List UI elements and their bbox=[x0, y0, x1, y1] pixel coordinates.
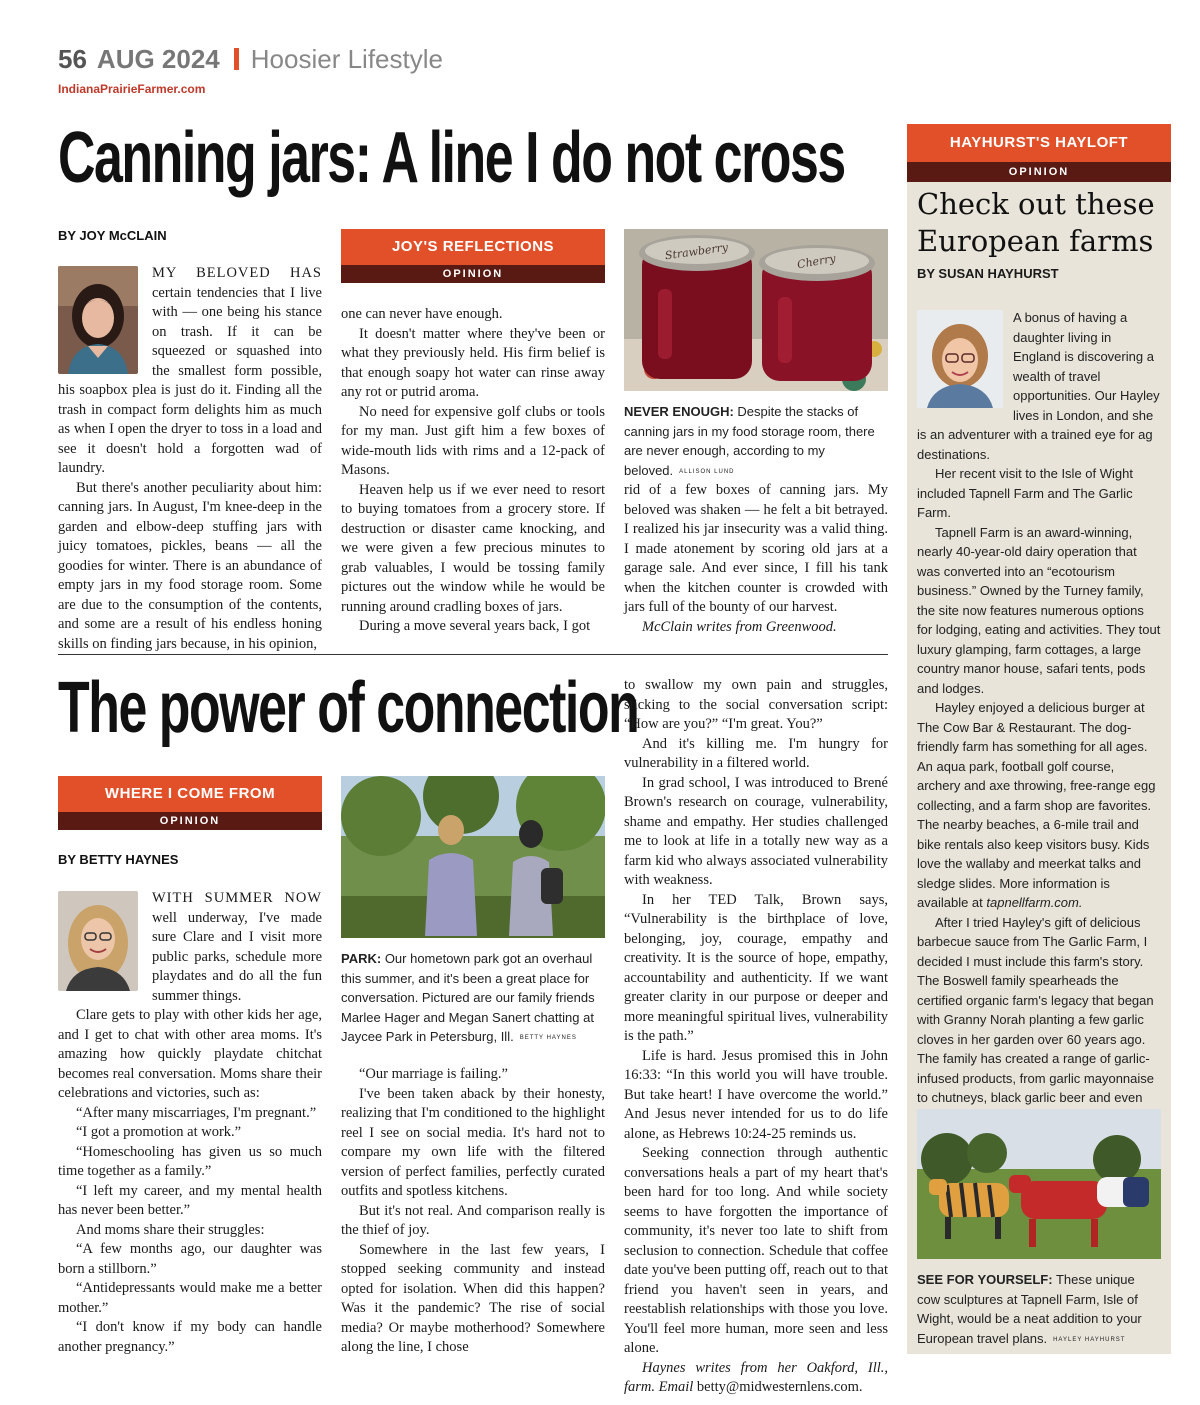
photo-credit: HAYLEY HAYHURST bbox=[1053, 1336, 1126, 1343]
cow-sculptures-caption bbox=[917, 1270, 1161, 1350]
article1-paragraph: No need for expensive golf clubs or tools for my man. Just gift him a few boxes of wide-mouth lids with rims and a 12-pack of Masons. bbox=[341, 403, 605, 478]
article2-lead-text: well underway, I've made sure Clare and I visit more public parks, schedule more playdates and do all the fun summer things. bbox=[152, 909, 322, 1004]
article1-paragraph: Heaven help us if we ever need to resort to buying tomatoes from a grocery store. If destruction or disaster came knocking, and we were given a few precious minutes to grab valuables, I would be tossing family pictures out the window while he would be running around cradling boxes of jars. bbox=[341, 481, 605, 615]
article2-paragraph: And moms share their struggles: bbox=[76, 1221, 265, 1238]
joys-reflections-banner bbox=[341, 229, 605, 283]
park-photo bbox=[341, 776, 605, 938]
article1-column-1 bbox=[58, 264, 322, 654]
caption-text: Despite the stacks of canning jars in my food storage room, there are never enough, according to my beloved. bbox=[624, 404, 875, 478]
author-email-link[interactable]: betty@midwesternlens.com. bbox=[693, 1379, 863, 1395]
article2-lead-caps: WITH SUMMER NOW bbox=[152, 890, 322, 906]
article1-byline: BY JOY McCLAIN bbox=[58, 228, 167, 243]
website-link[interactable]: IndianaPrairieFarmer.com bbox=[58, 82, 206, 96]
hayhurst-sidebar bbox=[907, 124, 1171, 1354]
article1-paragraph: It doesn't matter where they've been or what they previously held. His firm belief is that enough soapy hot water can rinse away any rot or putrid aroma. bbox=[341, 325, 605, 400]
photo-credit: BETTY HAYNES bbox=[519, 1035, 577, 1041]
sidebar-headline: Check out these European farms bbox=[917, 187, 1155, 258]
article2-column-3 bbox=[624, 676, 888, 1398]
article2-paragraph: “A few months ago, our daughter was born a stillborn.” bbox=[58, 1241, 322, 1277]
article2-paragraph: I've been taken aback by their honesty, realizing that I'm conditioned to the highlight reel I see on social media. It's hard not to compare my own life with the filtered version of perfect families, perfectly curated outfits and spotless kitchens. bbox=[341, 1085, 605, 1199]
article2-paragraph: And it's killing me. I'm hungry for vulnerability in a filtered world. bbox=[624, 735, 888, 771]
article2-byline: BY BETTY HAYNES bbox=[58, 852, 179, 867]
column-banner-label: OPINION bbox=[58, 812, 322, 830]
article2-paragraph: “After many miscarriages, I'm pregnant.” bbox=[76, 1104, 317, 1121]
article2-paragraph: But it's not real. And comparison really is the thief of joy. bbox=[341, 1202, 605, 1238]
sidebar-banner-title: HAYHURST'S HAYLOFT bbox=[907, 124, 1171, 162]
article2-paragraph: In grad school, I was introduced to Brené Brown's research on courage, vulnerability, shame and empathy. Her studies challenged me to look at life in a totally new way as a farm kid who always associated vulnerability with weakness. bbox=[624, 774, 888, 888]
page-number: 56 bbox=[58, 44, 87, 74]
issue-date: AUG 2024 bbox=[96, 44, 220, 74]
column-banner-label: OPINION bbox=[341, 265, 605, 283]
article2-paragraph: Life is hard. Jesus promised this in John 16:33: “In this world you will have trouble. But take heart! I have overcome the world.” And Jesus never intended for us to do life alone, as Hebrews 10:24-25 reminds us. bbox=[624, 1047, 888, 1142]
article2-paragraph: to swallow my own pain and struggles, sticking to the social conversation script: “How are you?” “I'm great. You?” bbox=[624, 677, 888, 732]
sidebar-body bbox=[917, 308, 1161, 1205]
article1-lead-text: certain tendencies that I live with — one being his stance on trash. If it can be squeezed or squashed into the smallest form possible, his soapbox plea is just do it. Finding all the trash in compact form delights him as much as when I open the dryer to toss in a load and see it doesn't hold a forgotten wad of laundry. bbox=[58, 284, 322, 476]
article1-paragraph: one can never have enough. bbox=[341, 306, 503, 322]
author-portrait-betty bbox=[58, 891, 138, 991]
caption-label: NEVER ENOUGH: bbox=[624, 404, 734, 419]
cow-sculptures-photo bbox=[917, 1109, 1161, 1259]
article1-headline: Canning jars: A line I do not cross bbox=[58, 118, 845, 198]
sidebar-banner-label: OPINION bbox=[907, 162, 1171, 182]
article2-signoff: Haynes writes from her Oakford, Ill., farm. Email bbox=[624, 1359, 888, 1395]
section-name: Hoosier Lifestyle bbox=[250, 44, 443, 74]
article2-column-1 bbox=[58, 889, 322, 1357]
column-banner-title: JOY'S REFLECTIONS bbox=[341, 229, 605, 265]
article1-column-3 bbox=[624, 481, 888, 637]
article2-paragraph: “I got a promotion at work.” bbox=[76, 1124, 242, 1140]
column-banner-title: WHERE I COME FROM bbox=[58, 776, 322, 812]
jar-lid-label-2: Cherry bbox=[796, 251, 837, 272]
canning-jars-caption bbox=[624, 402, 888, 482]
article2-paragraph: “I don't know if my body can handle another pregnancy.” bbox=[58, 1319, 322, 1355]
article2-paragraph: “Our marriage is failing.” bbox=[359, 1066, 508, 1082]
sidebar-paragraph: A bonus of having a daughter living in England is discovering a wealth of travel opportunities. Our Hayley lives in London, and she is an adventurer with a trained eye for ag destinations. bbox=[917, 310, 1160, 462]
park-caption bbox=[341, 949, 605, 1049]
sidebar-paragraph: Her recent visit to the Isle of Wight included Tapnell Farm and The Garlic Farm. bbox=[917, 466, 1133, 520]
sidebar-byline: BY SUSAN HAYHURST bbox=[917, 266, 1059, 281]
sidebar-paragraph: Hayley enjoyed a delicious burger at The Cow Bar & Restaurant. The dog-friendly farm has something for all ages. An aqua park, football golf course, archery and axe throwing, free-range egg collecting, and a farm shop are favorites. The nearby beaches, a 6-mile trail and bike rentals also keep visitors busy. Kids love the wallaby and meerkat talks and sledge slides. More information is available at bbox=[917, 700, 1156, 910]
article2-paragraph: Somewhere in the last few years, I stopped seeking community and instead opted for isolation. When did this happen? Was it the pandemic? The rise of social media? Or maybe motherhood? Somewhere along the line, I chose bbox=[341, 1241, 605, 1355]
caption-text: These unique cow sculptures at Tapnell Farm, Isle of Wight, would be a neat addition to your European travel plans. bbox=[917, 1272, 1142, 1346]
photo-credit: ALLISON LUND bbox=[679, 468, 735, 475]
article1-paragraph: But there's another peculiarity about him: canning jars. In August, I'm knee-deep in the garden and elbow-deep stuffing jars with juicy tomatoes, pickles, beans — all the goodies for winter. There is an abundance of empty jars in my food storage room. Some are due to the consumption of the contents, and some are a result of his endless honing skills on finding jars because, in his opinion, bbox=[58, 479, 322, 652]
canning-jars-photo bbox=[624, 229, 888, 391]
folio-divider bbox=[234, 48, 239, 70]
article1-lead-caps: MY BELOVED HAS bbox=[152, 265, 322, 281]
article2-paragraph: “I left my career, and my mental health has never been better.” bbox=[58, 1182, 322, 1218]
article2-paragraph: “Homeschooling has given us so much time together as a family.” bbox=[58, 1143, 322, 1179]
sidebar-paragraph: After I tried Hayley's gift of delicious barbecue sauce from The Garlic Farm, I decided I must include this farm's story. The Boswell family spearheads the certified organic farm's legacy that began with Granny Norah planting a few garlic cloves in her garden over 60 years ago. The family has created a range of garlic-infused products, from garlic mayonnaise to chutneys, black garlic beer and even bbox=[917, 914, 1155, 1105]
caption-label: PARK: bbox=[341, 951, 382, 966]
tapnell-farm-link[interactable]: tapnellfarm.com. bbox=[986, 895, 1083, 910]
caption-text: Our hometown park got an overhaul this summer, and it's been a great place for conversation. Pictured are our family friends Marlee Hager and Megan Sanert chatting at Jaycee Park in Petersburg, Ill. bbox=[341, 951, 595, 1044]
jar-lid-label-1: Strawberry bbox=[664, 240, 729, 263]
article2-paragraph: “Antidepressants would make me a better mother.” bbox=[58, 1280, 322, 1316]
article1-paragraph: rid of a few boxes of canning jars. My beloved was shaken — he felt a bit betrayed. I realized his jar insecurity was a valid thing. I made atonement by scoring old jars at a garage sale. And ever since, I fill his tank when the kitchen counter is crowded with jars full of the bounty of our harvest. bbox=[624, 482, 888, 615]
page-folio bbox=[58, 44, 443, 75]
caption-label: SEE FOR YOURSELF: bbox=[917, 1272, 1053, 1287]
article1-column-2 bbox=[341, 305, 605, 637]
article1-paragraph: During a move several years back, I got bbox=[359, 618, 591, 634]
article-divider bbox=[58, 654, 888, 655]
author-portrait-susan bbox=[917, 310, 1003, 408]
article2-paragraph: In her TED Talk, Brown says, “Vulnerability is the birthplace of love, belonging, joy, courage, empathy and creativity. It is the source of hope, empathy, accountability and authenticity. If we want greater clarity in our purpose or deeper and more meaningful spiritual lives, vulnerability is the path.” bbox=[624, 891, 888, 1044]
article2-paragraph: Seeking connection through authentic conversations heals a part of my heart that's been hard for too long. And while society seems to have forgotten the importance of community, it's never too late to shift from seclusion to connection. Schedule that coffee date you've been putting off, reach out to that friend you haven't seen in years, and reestablish relationships with those you love. You'll feel more human, more seen and less alone. bbox=[624, 1145, 888, 1356]
sidebar-paragraph: Tapnell Farm is an award-winning, nearly 40-year-old dairy operation that was converted into an “ecotourism business.” Owned by the Turney family, the site now features numerous options for lodging, eating and activities. They tout luxury glamping, farm cottages, a large country manor house, safari tents, pods and lodges. bbox=[917, 524, 1161, 696]
author-portrait-joy bbox=[58, 266, 138, 374]
article2-column-2 bbox=[341, 1065, 605, 1358]
article1-signoff: McClain writes from Greenwood. bbox=[642, 618, 837, 635]
where-i-come-from-banner bbox=[58, 776, 322, 830]
article2-headline: The power of connection bbox=[58, 668, 639, 748]
article2-paragraph: Clare gets to play with other kids her age, and I get to chat with other area moms. It's amazing how quickly playdate chitchat becomes real conversation. Moms share their celebrations and victories, such as: bbox=[58, 1007, 322, 1101]
